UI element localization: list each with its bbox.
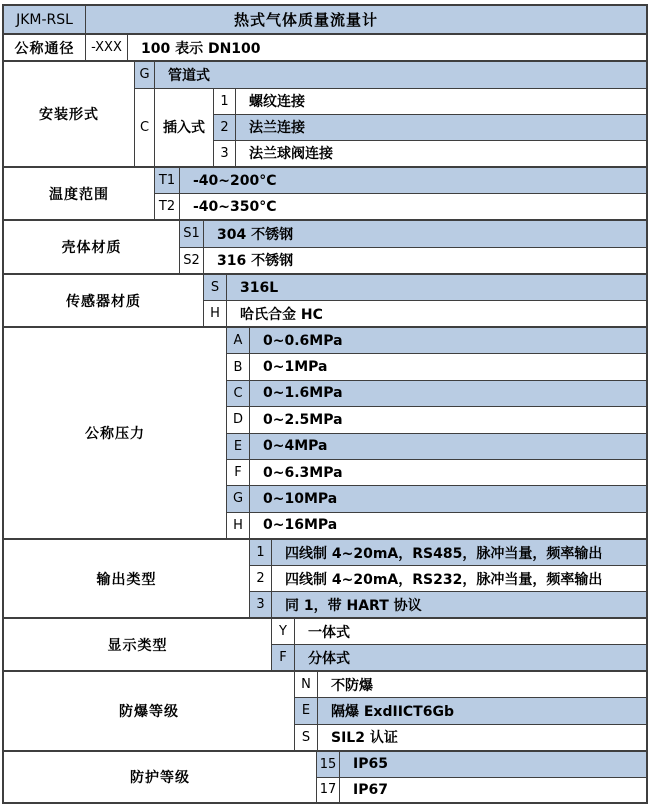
- insert-option: [214, 89, 646, 114]
- temperature-option: [155, 168, 646, 193]
- section-explosion: [4, 670, 646, 750]
- option-desc: 隔爆 ExdIICT6Gb: [331, 703, 454, 720]
- pressure-option: [227, 328, 646, 353]
- option-desc: IP65: [353, 756, 388, 773]
- protection-label: 防护等级: [4, 752, 317, 802]
- option-code: Y: [272, 619, 295, 644]
- pressure-option: [227, 433, 646, 459]
- option-desc: 304 不锈钢: [217, 226, 294, 243]
- option-desc: -40~200°C: [193, 172, 277, 189]
- section-sensor: [4, 273, 646, 326]
- temperature-label: 温度范围: [4, 168, 155, 219]
- option-desc: 0~0.6MPa: [263, 332, 343, 349]
- option-code: S1: [180, 221, 204, 247]
- section-pressure: [4, 326, 646, 538]
- option-desc: 分体式: [308, 650, 350, 667]
- option-desc: 0~6.3MPa: [263, 464, 343, 481]
- section-install: [4, 60, 646, 166]
- dn-row: [4, 33, 646, 60]
- explosion-label: 防爆等级: [4, 672, 295, 750]
- sensor-option: [204, 300, 646, 326]
- option-code: G: [227, 486, 250, 511]
- pressure-option: [227, 353, 646, 379]
- section-temperature: [4, 166, 646, 219]
- spec-table: [2, 4, 648, 804]
- insert-name: 插入式: [155, 89, 214, 166]
- display-option: [272, 619, 646, 644]
- protection-option: [317, 777, 646, 803]
- display-label: 显示类型: [4, 619, 272, 670]
- header-row: [4, 6, 646, 33]
- option-desc: 一体式: [308, 624, 350, 641]
- pressure-option: [227, 512, 646, 538]
- product-title: 热式气体质量流量计: [233, 11, 378, 29]
- option-desc: 管道式: [168, 67, 210, 84]
- option-desc: 四线制 4~20mA，RS232，脉冲当量，频率输出: [285, 571, 603, 588]
- option-desc: SIL2 认证: [331, 730, 398, 747]
- install-option-pipe: [135, 62, 646, 88]
- option-desc: 0~1.6MPa: [263, 385, 343, 402]
- option-code: B: [227, 354, 250, 379]
- pressure-option: [227, 380, 646, 406]
- output-label: 输出类型: [4, 540, 250, 617]
- option-desc: 0~10MPa: [263, 490, 338, 507]
- section-display: [4, 617, 646, 670]
- option-desc: 0~16MPa: [263, 517, 338, 534]
- option-code: C: [227, 381, 250, 406]
- model-code: JKM-RSL: [4, 6, 86, 33]
- section-output: [4, 538, 646, 617]
- explosion-option: [295, 672, 646, 697]
- option-code: T2: [155, 194, 180, 219]
- output-option: [250, 540, 646, 565]
- option-desc: 0~1MPa: [263, 359, 328, 376]
- option-desc: 0~4MPa: [263, 438, 328, 455]
- install-insert-block: [135, 88, 646, 166]
- option-desc: 0~2.5MPa: [263, 411, 343, 428]
- dn-desc: 100 表示 DN100: [141, 40, 261, 57]
- output-option: [250, 565, 646, 591]
- option-code: S: [295, 725, 318, 750]
- option-desc: 同 1，带 HART 协议: [285, 597, 422, 614]
- option-code: 2: [250, 566, 272, 591]
- option-desc: IP67: [353, 781, 388, 798]
- option-desc: 四线制 4~20mA，RS485，脉冲当量，频率输出: [285, 545, 603, 562]
- option-code: 3: [250, 592, 272, 617]
- option-code: H: [204, 301, 227, 326]
- section-protection: [4, 750, 646, 802]
- output-option: [250, 591, 646, 617]
- option-code: N: [295, 672, 318, 697]
- option-code: 3: [214, 141, 236, 166]
- option-code: E: [227, 434, 250, 459]
- explosion-option: [295, 724, 646, 750]
- option-desc: -40~350°C: [193, 198, 277, 215]
- option-code: G: [135, 62, 155, 88]
- option-code: E: [295, 698, 318, 723]
- option-code: A: [227, 328, 250, 353]
- option-desc: 螺纹连接: [249, 94, 305, 111]
- housing-option: [180, 221, 646, 247]
- insert-option: [214, 140, 646, 166]
- install-label: 安装形式: [4, 62, 135, 166]
- option-code: 15: [317, 752, 340, 777]
- option-desc: 316 不锈钢: [217, 253, 294, 270]
- option-code: 1: [250, 540, 272, 565]
- insert-option: [214, 114, 646, 140]
- pressure-option: [227, 485, 646, 511]
- option-code: C: [135, 89, 155, 166]
- dn-code: -XXX: [86, 35, 128, 60]
- display-option: [272, 644, 646, 670]
- protection-option: [317, 752, 646, 777]
- housing-option: [180, 247, 646, 274]
- option-code: T1: [155, 168, 180, 193]
- option-code: 1: [214, 89, 236, 114]
- dn-label: 公称通径: [4, 35, 86, 60]
- option-desc: 法兰连接: [249, 120, 305, 137]
- option-code: 2: [214, 115, 236, 140]
- option-code: S: [204, 275, 227, 300]
- option-code: H: [227, 513, 250, 538]
- sensor-label: 传感器材质: [4, 275, 204, 326]
- option-desc: 法兰球阀连接: [249, 146, 333, 163]
- pressure-option: [227, 459, 646, 485]
- explosion-option: [295, 697, 646, 723]
- pressure-label: 公称压力: [4, 328, 227, 538]
- option-desc: 316L: [240, 279, 279, 296]
- option-desc: 哈氏合金 HC: [240, 306, 323, 323]
- pressure-option: [227, 406, 646, 432]
- option-code: 17: [317, 778, 340, 803]
- option-code: S2: [180, 248, 204, 274]
- option-code: F: [227, 460, 250, 485]
- section-housing: [4, 219, 646, 273]
- temperature-option: [155, 193, 646, 219]
- option-code: F: [272, 645, 295, 670]
- housing-label: 壳体材质: [4, 221, 180, 273]
- option-code: D: [227, 407, 250, 432]
- option-desc: 不防爆: [331, 677, 373, 694]
- sensor-option: [204, 275, 646, 300]
